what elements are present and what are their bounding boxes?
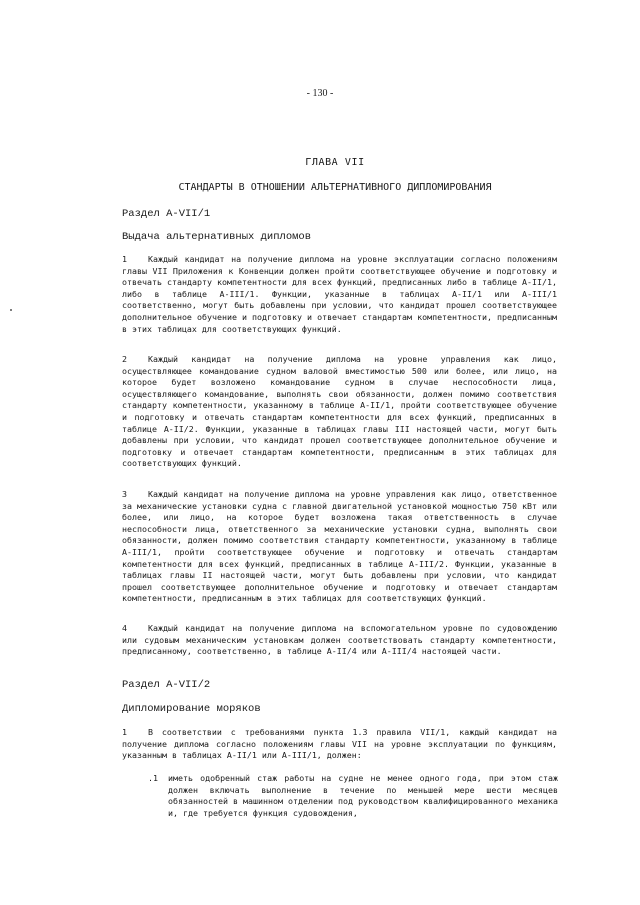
paragraph-number: 1 — [122, 727, 127, 737]
paragraph-text: Каждый кандидат на получение диплома на вспомогательном уровне по судовождению или судовым механическим установкам должен соответствовать стандарту компетентности, предписанному, соответственно, в таблице A-II/4 или A-III/4 настоящей части. — [122, 623, 557, 657]
paragraph — [122, 254, 557, 335]
paragraph — [122, 623, 557, 658]
paragraph-number: 1 — [122, 254, 127, 264]
section-heading: Раздел A-VII/1 — [122, 208, 211, 220]
paragraph-number: 2 — [122, 354, 127, 364]
section-subheading: Дипломирование моряков — [122, 703, 261, 715]
paragraph-number: 3 — [122, 489, 127, 499]
list-item-text: иметь одобренный стаж работы на судне не менее одного года, при этом стаж должен включать выполнение в течение по меньшей мере шести месяцев обязанностей в машинном отделении под руководством квалифицированного механика и, где требуется функция судовождения, — [168, 773, 558, 818]
paragraph-number: 4 — [122, 623, 127, 633]
section-subheading: Выдача альтернативных дипломов — [122, 231, 312, 243]
chapter-title: СТАНДАРТЫ В ОТНОШЕНИИ АЛЬТЕРНАТИВНОГО ДИПЛОМИРОВАНИЯ — [178, 182, 492, 193]
chapter-heading: ГЛАВА VII — [305, 157, 365, 168]
list-item — [148, 773, 558, 819]
section-heading: Раздел A-VII/2 — [122, 679, 211, 691]
page-number: - 130 - — [306, 88, 334, 99]
paragraph-text: Каждый кандидат на получение диплома на уровне эксплуатации согласно положениям главы VII Приложения к Конвенции должен пройти соответствующее обучение и подготовку и отвечать стандарту компетентности для всех функций, предписанных либо в таблице A-II/1, либо в таблице A-III/1. Функции, указанные в таблицах A-II/1 или A-III/1 соответственно, могут быть добавлены при условии, что кандидат прошел соответствующее дополнительное обучение и подготовку и отвечает стандартам компетентности, предписанным в этих таблицах для соответствующих функций. — [122, 254, 557, 334]
paragraph-text: Каждый кандидат на получение диплома на уровне управления как лицо, осуществляющее командование судном валовой вместимостью 500 или более, или лицо, на которое будет возложено командование судном в случае неспособности лица, осуществляющего командование, выполнять свои обязанности, должен помимо соответствия стандарту компетентности, указанному в таблице A-II/1, пройти соответствующее обучение и подготовку и отвечать стандартам компетентности для всех функций, предписанных в таблице A-II/2. Функции, указанные в таблицах главы III настоящей части, могут быть добавлены при условии, что кандидат прошел соответствующее дополнительное обучение и подготовку и отвечает стандартам компетентности, предписанным в этих таблицах для соответствующих функций. — [122, 354, 557, 469]
paragraph — [122, 489, 557, 605]
paragraph-text: В соответствии с требованиями пункта 1.3 правила VII/1, каждый кандидат на получение диплома согласно положениям главы VII на уровне эксплуатации по функциям, указанным в таблицах A-II/1 или A-III/1, должен: — [122, 727, 557, 761]
paragraph — [122, 354, 557, 470]
list-item-number: .1 — [148, 773, 158, 783]
paragraph-text: Каждый кандидат на получение диплома на уровне управления как лицо, ответственное за механические установки судна с главной двигательной установкой мощностью 750 кВт или более, или лицо, на которое будет возложена такая ответственность в случае неспособности лица, ответственного за механические установки судна, выполнять свои обязанности, должен помимо соответствия стандарту компетентности, указанному в таблице A-III/1, пройти соответствующее обучение и подготовку и отвечать стандартам компетентности для всех функций, предписанных в таблице A-III/2. Функции, указанные в таблицах главы II настоящей части, могут быть добавлены при условии, что кандидат прошел соответствующее дополнительное обучение и подготовку и отвечает стандартам компетентности, предписанным в этих таблицах для соответствующих функций. — [122, 489, 557, 604]
scan-speck — [10, 309, 12, 311]
paragraph — [122, 727, 557, 762]
